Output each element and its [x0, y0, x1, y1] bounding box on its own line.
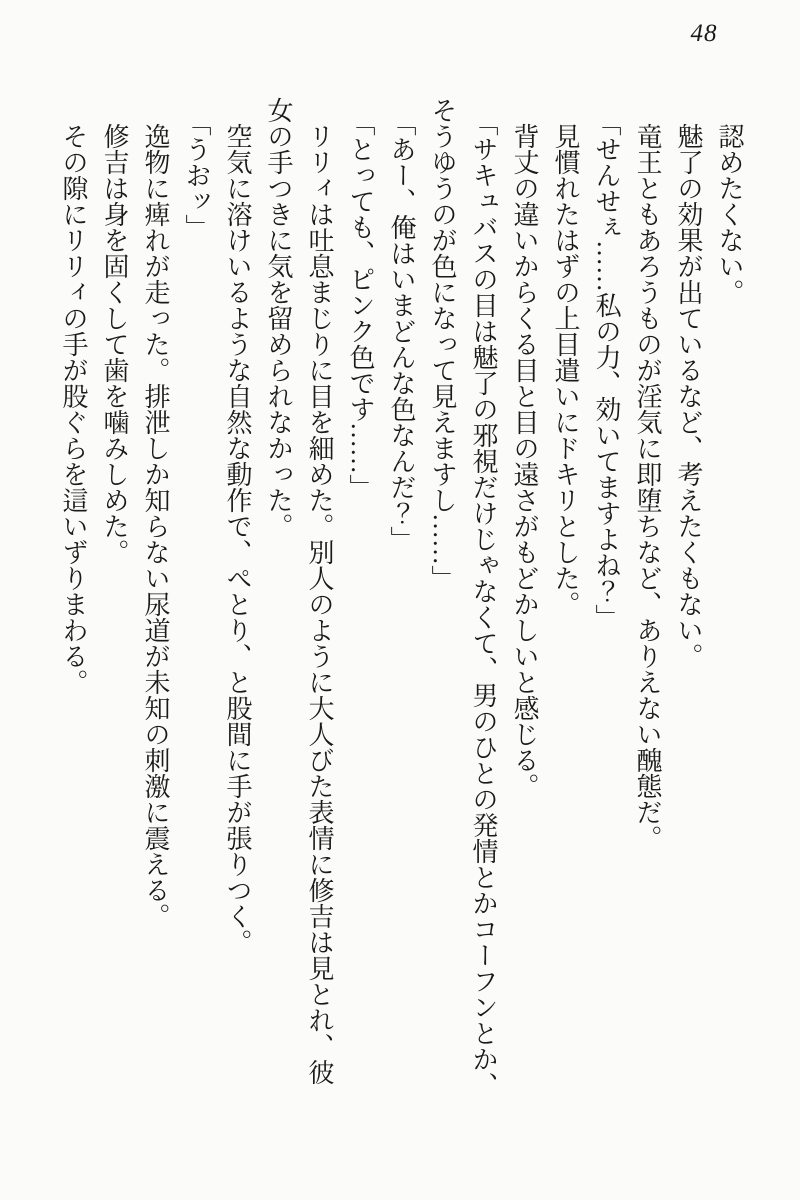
- text-line: 見慣れたはずの上目遣いにドキリとした。: [551, 123, 580, 617]
- text-line: 背丈の違いからくる目と目の遠さがもどかしいと感じる。: [510, 123, 539, 799]
- text-line: その隙にリリィの手が股ぐらを這いずりまわる。: [59, 123, 88, 695]
- text-line: 「うおッ」: [182, 110, 211, 240]
- page-number: 48: [690, 20, 718, 47]
- vertical-text-block: [53, 97, 750, 1142]
- text-line: リリィは吐息まじりに目を細めた。別人のように大人びた表情に修吉は見とれ、彼: [305, 123, 334, 1085]
- text-line: 「せんせぇ……私の力、効いてますよね？」: [592, 110, 621, 630]
- text-line: 「サキュバスの目は魅了の邪視だけじゃなくて、男のひとの発情とかコーフンとか、: [469, 110, 498, 1098]
- text-line: 魅了の効果が出ているなど、考えたくもない。: [674, 123, 703, 669]
- text-line: 「とっても、ピンク色です……」: [346, 110, 375, 500]
- text-line: 竜王ともあろうものが淫気に即堕ちなど、ありえない醜態だ。: [633, 123, 662, 851]
- text-line: 「あー、俺はいまどんな色なんだ？」: [387, 110, 416, 552]
- text-line: 空気に溶けいるような自然な動作で、ぺとり、と股間に手が張りつく。: [223, 123, 252, 955]
- text-line: そうゆうのが色になって見えますし……」: [428, 97, 457, 591]
- text-line: 認めたくない。: [715, 123, 744, 305]
- text-line: 逸物に痺れが走った。排泄しか知らない尿道が未知の刺激に震える。: [141, 123, 170, 929]
- text-line: 修吉は身を固くして歯を噛みしめた。: [100, 123, 129, 565]
- text-line: 女の手つきに気を留められなかった。: [264, 97, 293, 539]
